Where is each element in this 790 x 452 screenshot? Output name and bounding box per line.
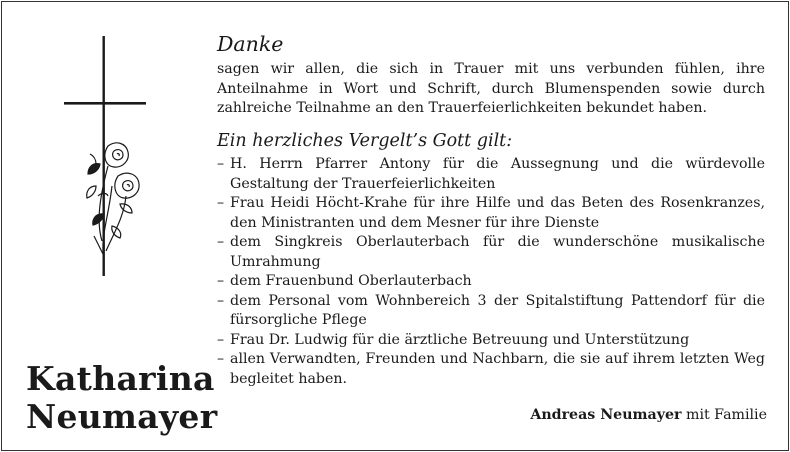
signature-name: Andreas Neumayer bbox=[530, 407, 682, 423]
list-item: – allen Verwandten, Freunden und Nachbarn, die sie auf ihrem letzten Weg begleitet haben. bbox=[217, 350, 765, 389]
thanks-heading: Danke bbox=[217, 32, 284, 56]
list-item: – dem Singkreis Oberlauterbach für die wunderschöne musikalische Umrahmung bbox=[217, 233, 765, 272]
deceased-first-name: Katharina bbox=[26, 359, 215, 398]
gratitude-list bbox=[217, 155, 765, 389]
signature-suffix: mit Familie bbox=[685, 407, 767, 423]
rose-bouquet-icon bbox=[87, 143, 139, 261]
list-item: – Frau Dr. Ludwig für die ärztliche Betreuung und Unterstützung bbox=[217, 331, 765, 351]
gratitude-heading: Ein herzliches Vergelt’s Gott gilt: bbox=[217, 131, 513, 151]
list-item: – dem Frauenbund Oberlauterbach bbox=[217, 272, 765, 292]
list-item: – Frau Heidi Höcht-Krahe für ihre Hilfe und das Beten des Rosenkranzes, den Ministranten und dem Mesner für ihre Dienste bbox=[217, 194, 765, 233]
left-column bbox=[0, 0, 218, 452]
thanks-text: sagen wir allen, die sich in Trauer mit uns verbunden fühlen, ihre Anteilnahme in Wort und Schrift, durch Blumenspenden sowie durch zahlreiche Teilnahme an den Trauerfeierlichkeiten bekundet haben. bbox=[217, 61, 765, 116]
cross-with-roses-icon bbox=[60, 36, 150, 276]
signature bbox=[530, 406, 767, 426]
deceased-name bbox=[26, 360, 217, 436]
deceased-last-name: Neumayer bbox=[26, 397, 218, 436]
list-item: – H. Herrn Pfarrer Antony für die Aussegnung und die würdevolle Gestaltung der Trauerfeierlichkeiten bbox=[217, 155, 765, 194]
list-item: – dem Personal vom Wohnbereich 3 der Spitalstiftung Pattendorf für die fürsorgliche Pflege bbox=[217, 292, 765, 331]
